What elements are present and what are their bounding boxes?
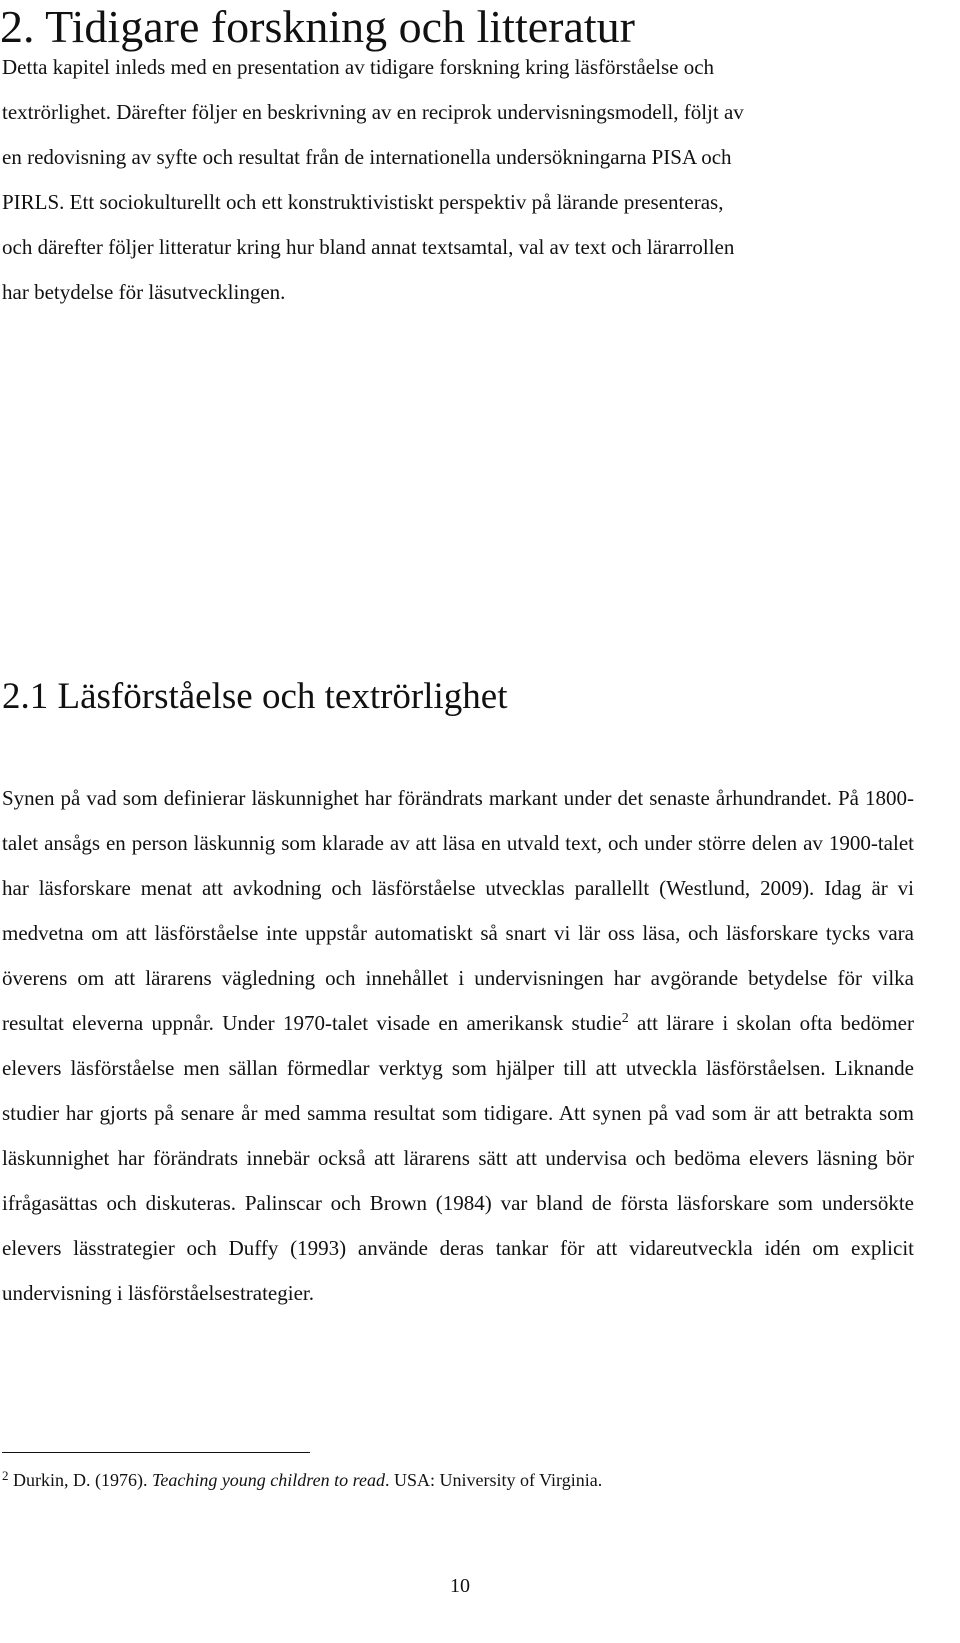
intro-line: och därefter följer litteratur kring hur bland annat textsamtal, val av text och lärarrollen [2,235,735,259]
section-heading: 2.1 Läsförståelse och textrörlighet [2,676,508,717]
footnote-book-title: Teaching young children to read [151,1470,385,1490]
footnote-number: 2 [2,1468,9,1483]
intro-line: Detta kapitel inleds med en presentation av tidigare forskning kring läsförståelse och [2,55,715,79]
intro-line: PIRLS. Ett sociokulturellt och ett konstruktivistiskt perspektiv på lärande presenteras, [2,190,724,214]
footnote-publisher: . USA: University of Virginia. [384,1470,603,1490]
footnote-author: Durkin, D. (1976). [8,1470,152,1490]
page-title: 2. Tidigare forskning och litteratur [0,1,635,52]
section-paragraph [2,776,914,1316]
footnote [2,1468,602,1492]
intro-line: har betydelse för läsutvecklingen. [2,280,286,304]
paragraph-text-after-note: att lärare i skolan ofta bedömer elevers läsförståelse men sällan förmedlar verktyg som hjälper till att utveckla läsförståelsen. Liknande studier har gjorts på senare år med samma resultat som tidigare. Att synen på vad som är att betrakta som läskunnighet har förändrats innebär också att lärarens sätt att undervisa och bedöma elevers läsning bör ifrågasättas och diskuteras. Palinscar och Brown (1984) var bland de första läsforskare som undersökte elevers lässtrategier och Duffy (1993) använde deras tankar för att vidareutveckla idén om explicit undervisning i läsförståelsestrategier. [2,1011,914,1305]
page-number: 10 [450,1575,470,1597]
footnote-divider [2,1452,310,1453]
footnote-reference: 2 [621,1011,629,1026]
intro-line: textrörlighet. Därefter följer en beskrivning av en reciprok undervisningsmodell, följt av [2,100,744,124]
intro-line: en redovisning av syfte och resultat från de internationella undersökningarna PISA och [2,145,732,169]
paragraph-text-before-note: Synen på vad som definierar läskunnighet har förändrats markant under det senaste århundrandet. På 1800-talet ansågs en person läskunnig som klarade av att läsa en utvald text, och under större delen av 1900-talet har läsforskare menat att avkodning och läsförståelse utvecklas parallellt (Westlund, 2009). Idag är vi medvetna om att läsförståelse inte uppstår automatiskt så snart vi lär oss läsa, och läsforskare tycks vara överens om att lärarens vägledning och innehållet i undervisningen har avgörande betydelse för vilka resultat eleverna uppnår. Under 1970-talet visade en amerikansk studie [2,786,914,1035]
